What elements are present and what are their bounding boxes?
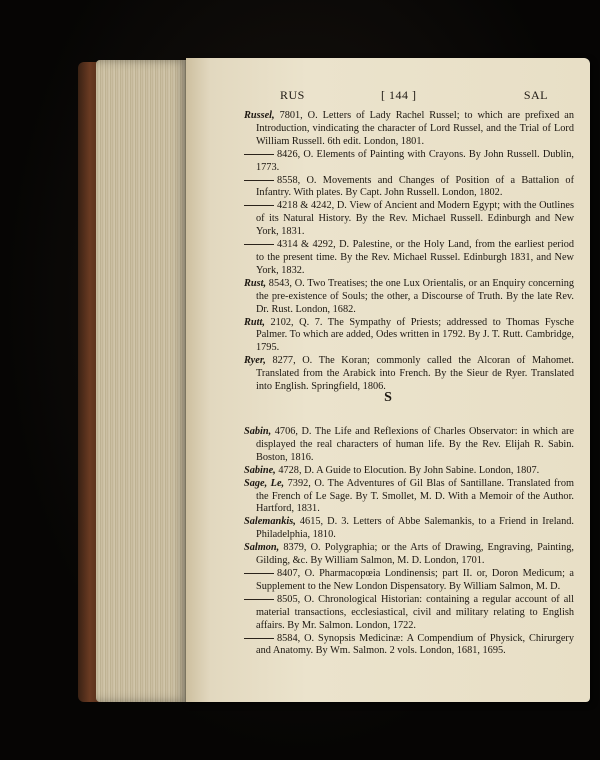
header-left: RUS <box>280 88 305 102</box>
catalog-entry <box>244 633 574 659</box>
catalog-entry <box>244 542 574 568</box>
entry-text: 8277, O. The Koran; commonly called the Alcoran of Mahomet. Translated from the Arabick into French. By the Sieur de Ryer. Translated into English. Springfield, 1806. <box>256 355 574 393</box>
page-edges <box>96 60 188 702</box>
catalog-entry <box>244 516 574 542</box>
running-header <box>256 88 566 104</box>
entry-text: 4218 & 4242, D. View of Ancient and Modern Egypt; with the Outlines of its Natural History. By the Rev. Michael Russell. Edinburgh and New York, 1831. <box>256 200 574 238</box>
entry-heading: Sage, Le, <box>244 477 285 489</box>
entry-text: 4615, D. 3. Letters of Abbe Salemankis, to a Friend in Ireland. Philadelphia, 1810. <box>256 516 575 541</box>
entry-text: 8543, O. Two Treatises; the one Lux Orientalis, or an Enquiry concerning the pre-existence of Souls; the other, a Discourse of Truth. By the late Rev. Dr. Rust. London, 1682. <box>256 277 574 315</box>
ditto-dash <box>244 599 274 600</box>
catalog-entry <box>244 568 574 594</box>
ditto-dash <box>244 244 274 245</box>
entry-text: 4706, D. The Life and Reflexions of Charles Observator: in which are displayed the real characters of human life. By the Rev. Elijah R. Sabin. Boston, 1816. <box>256 426 575 463</box>
ditto-dash <box>244 205 274 206</box>
entry-text: 8407, O. Pharmacopœia Londinensis; part II. or, Doron Medicum; a Supplement to the New London Dispensatory. By William Salmon, M. D. <box>256 567 574 592</box>
catalog-entry <box>244 175 574 201</box>
catalog-entry <box>244 426 574 465</box>
entry-text: 8379, O. Polygraphia; or the Arts of Drawing, Engraving, Painting, Gilding, &c. By William Salmon, M. D. London, 1701. <box>256 542 574 567</box>
ditto-dash <box>244 154 274 155</box>
catalog-entry <box>244 355 574 394</box>
entry-text: 7801, O. Letters of Lady Rachel Russel; to which are prefixed an Introduction, vindicating the character of Lord Russel, and the Trial of Lord William Russell. 6th edit. London, 1801. <box>256 110 574 147</box>
entry-text: 8584, O. Synopsis Medicinæ: A Compendium of Physick, Chirurgery and Anatomy. By Wm. Salmon. 2 vols. London, 1681, 1695. <box>256 632 574 657</box>
ditto-dash <box>244 638 274 639</box>
catalog-entry <box>244 239 574 278</box>
entry-heading: Rutt, <box>244 316 265 328</box>
catalog-entry <box>244 110 574 149</box>
entry-heading: Sabin, <box>244 426 272 437</box>
catalog-entry <box>244 465 574 478</box>
catalog-entry <box>244 317 574 356</box>
entry-text: 4314 & 4292, D. Palestine, or the Holy Land, from the earliest period to the present time. By the Rev. Michael Russel. Edinburgh 1831, and New York, 1832. <box>256 239 574 276</box>
catalog-entry <box>244 478 574 517</box>
entries-r-section <box>244 110 574 394</box>
catalog-entry <box>244 200 574 239</box>
ditto-dash <box>244 180 274 181</box>
page-number: [ 144 ] <box>381 88 417 102</box>
entry-heading: Salmon, <box>244 542 280 554</box>
entry-text: 4728, D. A Guide to Elocution. By John Sabine. London, 1807. <box>278 464 540 476</box>
entry-text: 8426, O. Elements of Painting with Crayons. By John Russell. Dublin, 1773. <box>256 148 574 173</box>
header-right: SAL <box>523 88 548 102</box>
entry-heading: Sabine, <box>244 464 276 476</box>
entry-heading: Rust, <box>244 277 267 289</box>
entry-text: 8558, O. Movements and Changes of Position of a Battalion of Infantry. With plates. By Capt. John Russell. London, 1802. <box>256 174 574 199</box>
catalog-entry <box>244 149 574 175</box>
entry-text: 7392, O. The Adventures of Gil Blas of Santillane. Translated from the French of Le Sage. By T. Smollet, M. D. With a Memoir of the Author. Hartford, 1831. <box>256 477 574 515</box>
section-letter: S <box>384 390 392 405</box>
entry-heading: Russel, <box>244 110 275 121</box>
entry-text: 8505, O. Chronological Historian: containing a regular account of all material transactions, ecclesiastical, civil and military relating to English affairs. By Mr. Salmon. London, 1722. <box>256 593 574 631</box>
entries-s-section <box>244 426 574 658</box>
ditto-dash <box>244 573 274 574</box>
entry-heading: Salemankis, <box>244 516 296 528</box>
book-page <box>186 58 590 702</box>
catalog-entry <box>244 594 574 633</box>
entry-heading: Ryer, <box>244 355 266 367</box>
catalog-entry <box>244 278 574 317</box>
entry-text: 2102, Q. 7. The Sympathy of Priests; addressed to Thomas Fysche Palmer. To which are added, Odes written in 1792. By J. T. Rutt. Cambridge, 1795. <box>256 316 574 354</box>
